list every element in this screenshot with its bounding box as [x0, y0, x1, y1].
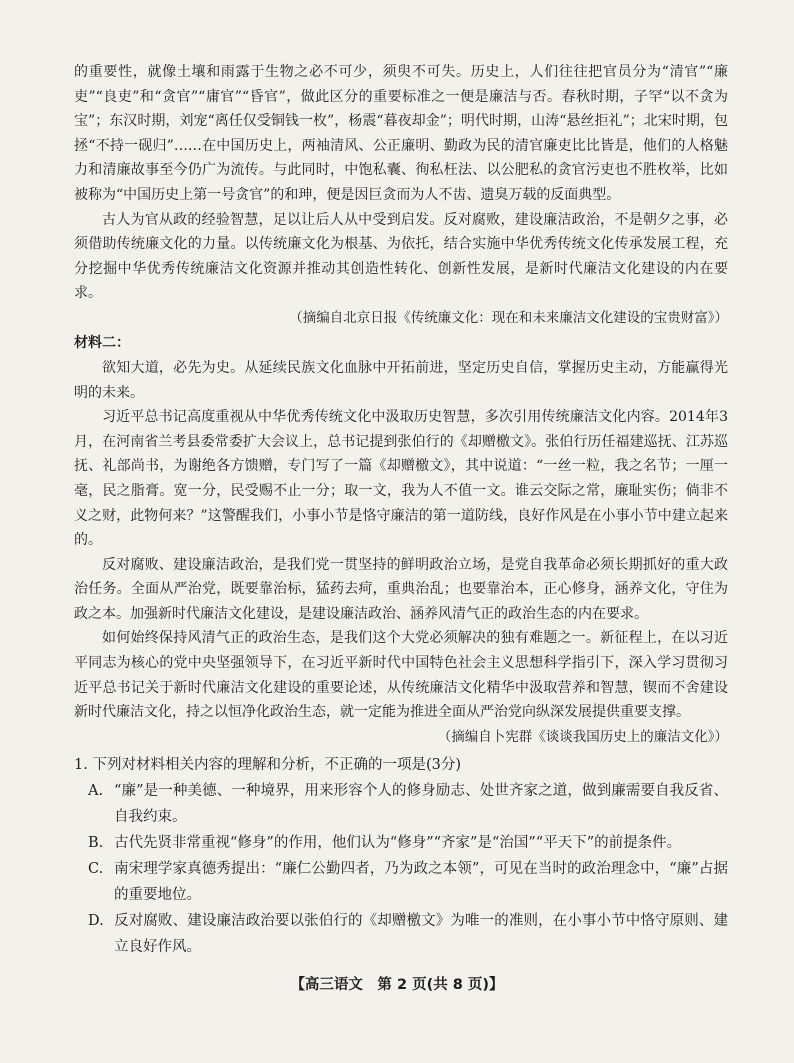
material2-heading: 材料二：	[74, 334, 130, 351]
option-letter: A.	[88, 782, 104, 799]
material1-paragraph-1: 的重要性，就像土壤和雨露于生物之必不可少，须臾不可失。历史上，人们往往把官员分为“清官”“廉吏”“良吏”和“贪官”“庸官”“昏官”，做此区分的重要标准之一便是廉洁与否。春秋时期，子罕“以不贪为宝”；东汉时期，刘宠“离任仅受铜钱一枚”，杨震“暮夜却金”；明代时期，山涛“悬丝拒礼”；北宋时期，包拯“不持一砚归”……在中国历史上，两袖清风、公正廉明、勤政为民的清官廉吏比比皆是，他们的人格魅力和清廉故事至今仍广为流传。与此同时，中饱私囊、徇私枉法、以公肥私的贪官污吏也不胜枚举，比如被称为“中国历史上第一号贪官”的和珅，便是因巨贪而为人不齿、遗臭万载的反面典型。	[74, 64, 728, 203]
option-a	[74, 778, 728, 830]
option-text: 南宋理学家真德秀提出：“廉仁公勤四者，乃为政之本领”，可见在当时的政治理念中，“廉”占据的重要地位。	[114, 860, 728, 903]
option-d	[74, 908, 728, 960]
material2-paragraph-3: 反对腐败、建设廉洁政治，是我们党一贯坚持的鲜明政治立场，是党自我革命必须长期抓好的重大政治任务。全面从严治党，既要靠治标，猛药去疴，重典治乱；也要靠治本，正心修身，涵养文化，守住为政之本。加强新时代廉洁文化建设，是建设廉洁政治、涵养风清气正的政治生态的内在要求。	[74, 556, 728, 622]
option-c	[74, 856, 728, 908]
page-footer: 【高三语文 第 2 页(共 8 页)】	[290, 977, 504, 993]
material2-source: （摘编自卜宪群《谈谈我国历史上的廉洁文化》）	[437, 728, 728, 745]
option-letter: D.	[88, 912, 104, 929]
question-1-options	[74, 778, 728, 960]
option-text: 古代先贤非常重视“修身”的作用，他们认为“修身”“齐家”是“治国”“平天下”的前提条件。	[114, 834, 682, 851]
option-letter: B.	[88, 834, 104, 851]
material2-paragraph-1: 欲知大道，必先为史。从延续民族文化血脉中开拓前进，坚定历史自信，掌握历史主动，方能赢得光明的未来。	[74, 359, 728, 401]
question-1-stem: 1. 下列对材料相关内容的理解和分析，不正确的一项是(3分)	[74, 756, 461, 773]
option-b	[74, 830, 728, 856]
option-letter: C.	[88, 860, 104, 877]
material1-source: （摘编自北京日报《传统廉文化：现在和未来廉洁文化建设的宝贵财富》）	[289, 309, 728, 326]
option-text: “廉”是一种美德、一种境界，用来形容个人的修身励志、处世齐家之道，做到廉需要自我反省、自我约束。	[114, 782, 728, 825]
material2-paragraph-4: 如何始终保持风清气正的政治生态，是我们这个大党必须解决的独有难题之一。新征程上，在以习近平同志为核心的党中央坚强领导下，在习近平新时代中国特色社会主义思想科学指引下，深入学习贯彻习近平总书记关于新时代廉洁文化建设的重要论述，从传统廉洁文化精华中汲取营养和智慧，锲而不舍建设新时代廉洁文化，持之以恒净化政治生态，就一定能为推进全面从严治党向纵深发展提供重要支撑。	[74, 630, 728, 721]
material1-paragraph-2: 古人为官从政的经验智慧，足以让后人从中受到启发。反对腐败，建设廉洁政治，不是朝夕之事，必须借助传统廉文化的力量。以传统廉文化为根基、为依托，结合实施中华优秀传统文化传承发展工程，充分挖掘中华优秀传统廉洁文化资源并推动其创造性转化、创新性发展，是新时代廉洁文化建设的内在要求。	[74, 211, 728, 302]
material2-paragraph-2: 习近平总书记高度重视从中华优秀传统文化中汲取历史智慧，多次引用传统廉洁文化内容。2014年3月，在河南省兰考县委常委扩大会议上，总书记提到张伯行的《却赠檄文》。张伯行历任福建巡抚、江苏巡抚、礼部尚书，为谢绝各方馈赠，专门写了一篇《却赠檄文》，其中说道：“一丝一粒，我之名节；一厘一毫，民之脂膏。宽一分，民受赐不止一分；取一文，我为人不值一文。谁云交际之常，廉耻实伤；倘非不义之财，此物何来？”这警醒我们，小事小节是恪守廉洁的第一道防线，良好作风是在小事小节中建立起来的。	[74, 409, 728, 549]
option-text: 反对腐败、建设廉洁政治要以张伯行的《却赠檄文》为唯一的准则，在小事小节中恪守原则、建立良好作风。	[114, 912, 728, 955]
